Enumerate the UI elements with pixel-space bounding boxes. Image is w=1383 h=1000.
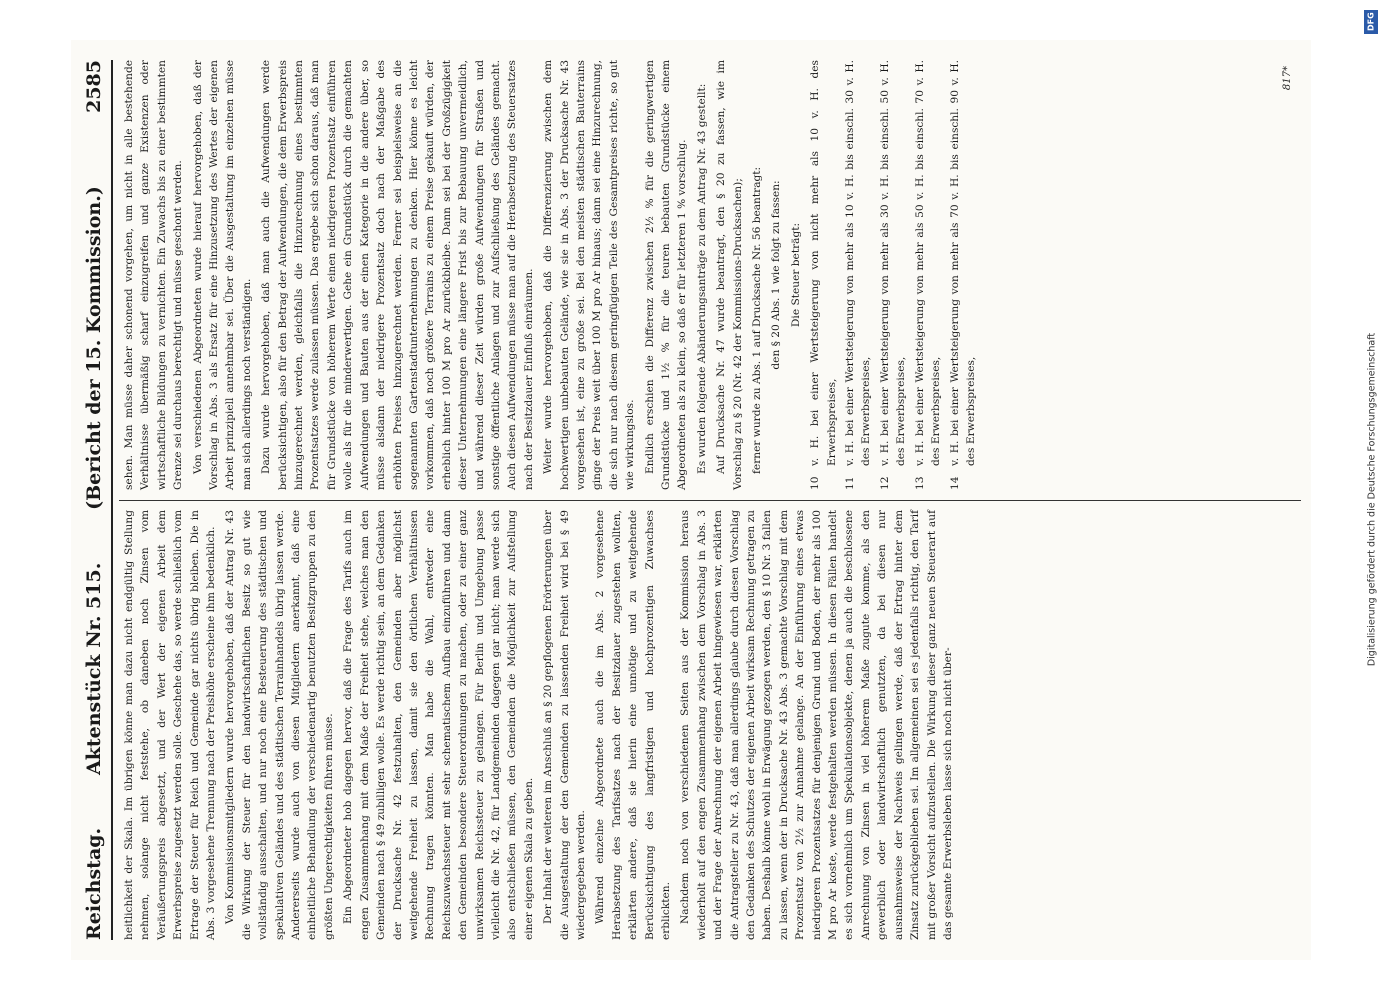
item-number: 13 [913, 476, 926, 490]
paragraph: Dazu wurde hervorgehoben, daß man auch die Aufwendungen werde berücksichtigen, also für den Betrag der Aufwendungen, die dem Erwerbspreis hinzugerechnet werden, gleichfalls die Hinzurechnung eines bestimmten Prozentsatzes werde zulassen müssen. Das ergebe sich schon daraus, daß man für Grundstücke von höherem Werte einen niedrigeren Prozentsatz einführen wolle als für die minderwertigen. Gehe ein Grundstück durch die gemachten Aufwendungen und Bauten aus der einen Kategorie in die andere über, so müsse alsdann der niedrigere Prozentsatz doch nach der Maßgabe des erhöhten Preises hinzugerechnet werden. Ferner sei beispielsweise an die sogenannten Gartenstadtunternehmungen zu denken. Hier könne es leicht vorkommen, daß noch größere Terrains zu einem Preise gekauft würden, der erheblich hinter 100 M pro Ar zurückbleibe. Dann sei bei der Großzügigkeit dieser Unternehmungen eine längere Frist bis zur Bebauung unvermeidlich, und während dieser Zeit würden große Aufwendungen für Straßen und sonstige öffentliche Anlagen und zur Aufschließung des Geländes gemacht. Auch diesen Aufwendungen müsse man auf die Herabsetzung des Steuersatzes nach der Besitzdauer Einfluß einräumen. [260, 60, 535, 490]
paragraph: ferner wurde zu Abs. 1 auf Drucksache Nr. 56 beantragt: [751, 166, 764, 474]
page-number: 2585 [83, 60, 105, 113]
paragraph: Ein Abgeordneter hob dagegen hervor, daß die Frage des Tarifs auch im engen Zusammenhang mit dem Maße der Freiheit stehe, welches man den Gemeinden nach § 49 zubilligen wolle. Es werde richtig sein, an dem Gedanken der Drucksache Nr. 42 festzuhalten, den Gemeinden aber möglichst weitgehende Freiheit zu lassen, damit sie den örtlichen Verhältnissen Rechnung tragen könnten. Man habe die Wahl, entweder eine Reichszuwachssteuer mit sehr schematischem Aufbau einzuführen und dann den Gemeinden besondere Steuerordnungen zu machen, oder zu einer ganz unwirksamen Reichssteuer zu gelangen. Für Berlin und Umgebung passe vielleicht die Nr. 42, für Landgemeinden dagegen gar nicht; man werde sich also entschließen müssen, den Gemeinden die Möglichkeit zur Aufstellung einer eigenen Skala zu geben. [342, 510, 535, 940]
header-left: Reichstag. [83, 827, 105, 940]
dfg-logo: DFG [1364, 10, 1378, 34]
document-page [71, 40, 1311, 960]
paragraph: Nachdem noch von verschiedenen Seiten aus der Kommission heraus wiederholt auf den engen Zusammenhang zwischen dem Vorschlag in Abs. 3 und der Frage der Anrechnung der eigenen Arbeit hingewiesen war, erklärten die Antragsteller zu Nr. 43, daß man allerdings glaube durch diesen Vorschlag den Gedanken des Schutzes der eigenen Arbeit wirksam Rechnung getragen zu haben. Deshalb könne wohl in Erwägung gezogen werden, den § 10 Nr. 3 fallen zu lassen, wenn der in Drucksache Nr. 43 Abs. 3 gemachte Vorschlag mit dem Prozentsatz von 2½ zur Annahme gelange. An der Einführung eines etwas niedrigeren Prozentsatzes für denjenigen Grund und Boden, der mehr als 100 M pro Ar koste, werde festgehalten werden müssen. In diesen Fällen handelt es sich vornehmlich um Spekulationsobjekte, denen ja auch die beschlossene Anrechnung von Zinsen in viel höherem Maße zugute komme, als den gewerblich oder landwirtschaftlich genutzten, da bei diesen nur ausnahmsweise der Nachweis gelingen werde, daß der Ertrag hinter dem Zinsatz zurückgeblieben sei. Im allgemeinen sei es jedenfalls richtig, den Tarif mit großer Vorsicht aufzustellen. Die Wirkung dieser ganz neuen Steuerart auf das gesamte Erwerbsleben lasse sich noch nicht über- [679, 510, 954, 940]
item-text: v. H. bei einer Wertsteigerung von mehr als 10 v. H. bis einschl. 30 v. H. des Erwerbspreises, [844, 60, 873, 466]
paragraph: Auf Drucksache Nr. 47 wurde beantragt, den § 20 zu fassen, wie im Vorschlag zu § 20 (Nr. 42 der Kommissions-Drucksachen); [715, 60, 744, 490]
header-right [83, 60, 105, 510]
paragraph: Der Inhalt der weiteren im Anschluß an § 20 gepflogenen Erörterungen über die Ausgestaltung der den Gemeinden zu lassenden Freiheit wird bei § 49 wiedergegeben werden. [542, 509, 587, 940]
item-text: v. H. bei einer Wertsteigerung von mehr als 30 v. H. bis einschl. 50 v. H. des Erwerbspreises, [878, 60, 908, 466]
text-column-left [121, 510, 959, 940]
header-right-title: (Bericht der 15. Kommission.) [83, 186, 105, 510]
list-item [912, 60, 945, 490]
paragraph: Während einzelne Abgeordnete auch die im Abs. 2 vorgesehene Herabsetzung des Tarifsatzes nach der Besitzdauer zugestehen wollten, erklärten andere, daß sie hierin eine unnötige und zu weitgehende Berücksichtigung des langfristigen und hochprozentigen Zuwachses erblickten. [594, 510, 672, 940]
paragraph: Von verschiedenen Abgeordneten wurde hierauf hervorgehoben, daß der Vorschlag in Abs. 3 als Ersatz für eine Hinzusetzung des Wertes der eigenen Arbeit prinzipiell annehmbar sei. Über die Ausgestaltung im einzelnen müsse man sich allerdings noch verständigen. [191, 60, 253, 490]
header-center: Aktenstück Nr. 515. [83, 562, 105, 776]
signature-mark: 817* [1282, 66, 1293, 91]
tax-rate-list [807, 60, 979, 490]
item-number: 10 [809, 476, 822, 490]
list-item [842, 60, 875, 490]
paragraph: heitlichkeit der Skala. Im übrigen könne man dazu nicht endgültig Stellung nehmen, solange nicht feststehe, ob daneben noch Zinsen vom Veräußerungspreis abgesetzt, und der Wert der eigenen Arbeit dem Erwerbspreise zugesetzt werden solle. Geschehe das, so werde schließlich vom Ertrage der Steuer für Reich und Gemeinde gar nichts übrig bleiben. Die in Abs. 3 vorgesehene Trennung nach der Preishöhe erscheine ihm bedenklich. [123, 510, 218, 940]
steuer-title: Die Steuer beträgt: [789, 222, 802, 328]
page-header [77, 60, 113, 940]
item-number: 11 [844, 476, 857, 490]
item-text: v. H. bei einer Wertsteigerung von nicht mehr als 10 v. H. des Erwerbspreises, [809, 60, 838, 466]
text-column-right [121, 60, 981, 490]
paragraph: sehen. Man müsse daher schonend vorgehen, um nicht in alle bestehende Verhältnisse übermäßig scharf einzugreifen und ganze Existenzen oder wirtschaftliche Bildungen zu vernichten. Ein Zuwachs bis zu einer bestimmten Grenze sei durchaus berechtigt und müsse geschont werden. [123, 60, 185, 490]
list-item [877, 60, 910, 490]
item-text: v. H. bei einer Wertsteigerung von mehr als 70 v. H. bis einschl. 90 v. H. des Erwerbspreises, [948, 60, 977, 466]
list-item [807, 60, 840, 490]
paragraph: Es wurden folgende Abänderungsanträge zu dem Antrag Nr. 43 gestellt: [695, 83, 708, 474]
paragraph: den § 20 Abs. 1 wie folgt zu fassen: [770, 180, 783, 370]
paragraph: Von Kommissionsmitgliedern wurde hervorgehoben, daß der Antrag Nr. 43 die Wirkung der Steuer für den landwirtschaftlichen Besitz so gut wie vollständig ausschalten, und nur noch eine Besteuerung des städtischen und spekulativen Geländes und des städtischen Terrainhandels übrig lassen werde. Andererseits wurde auch von diesen Mitgliedern anerkannt, daß eine einheitliche Behandlung der verschiedenartig benutzten Besitzgruppen zu den größten Ungerechtigkeiten führen müsse. [224, 510, 335, 940]
item-number: 14 [948, 476, 961, 490]
item-number: 12 [878, 476, 891, 490]
paragraph: Endlich erschien die Differenz zwischen 2½ % für die geringwertigen Grundstücke und 1½ % für die teuren bebauten Grundstücke einem Abgeordneten als zu klein, so daß er für letzteren 1 % vorschlug. [643, 60, 689, 490]
paragraph: Weiter wurde hervorgehoben, daß die Differenzierung zwischen dem hochwertigen unbebauten Gelände, wie sie in Abs. 3 der Drucksache Nr. 43 vorgesehen ist, eine zu große sei. Bei den meisten städtischen Bauterrains ginge der Preis weit über 100 M pro Ar hinaus; dann sei eine Hinzurechnung, die sich nur nach diesem geringfügigen Teile des Gesamtpreises richte, so gut wie wirkungslos. [542, 60, 637, 490]
item-text: v. H. bei einer Wertsteigerung von mehr als 50 v. H. bis einschl. 70 v. H. des Erwerbspreises, [913, 60, 943, 466]
digitization-note: Digitalisierung gefördert durch die Deutsche Forschungsgemeinschaft [1366, 332, 1378, 667]
column-divider [119, 500, 1301, 501]
list-item [947, 60, 980, 490]
